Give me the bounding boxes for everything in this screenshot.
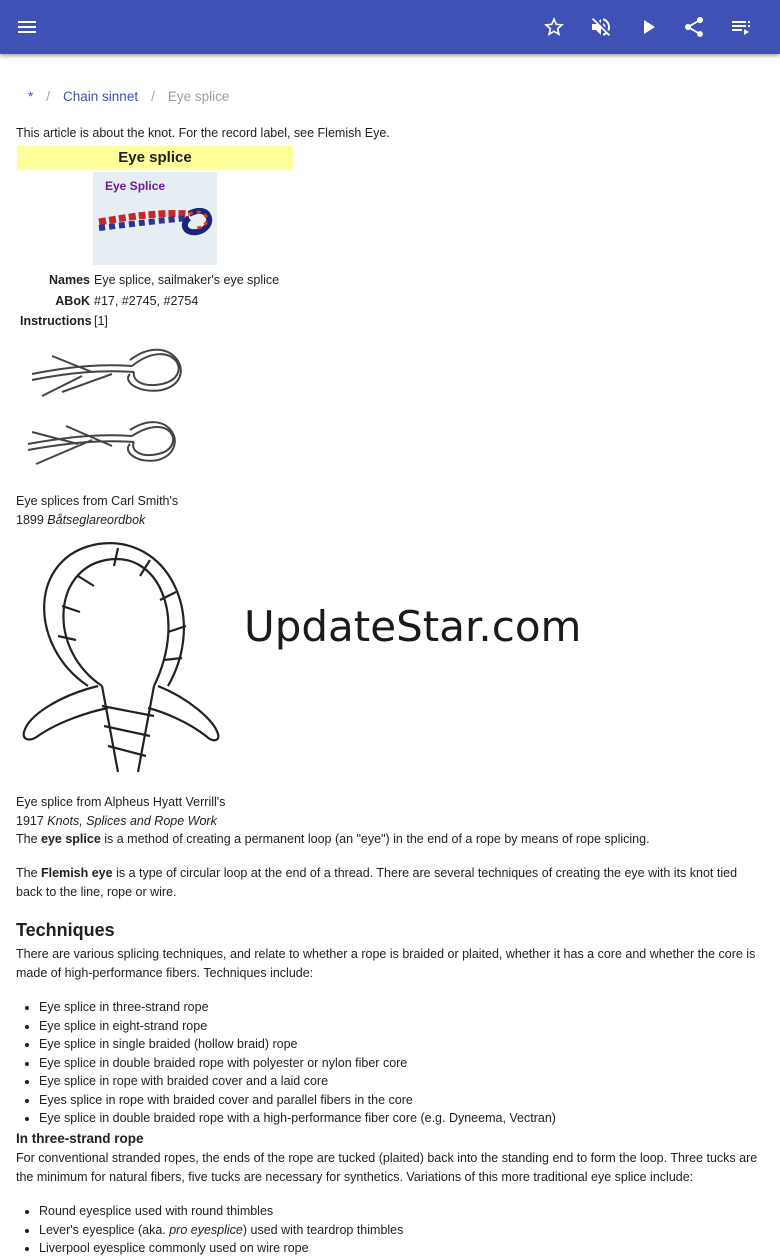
star-icon[interactable] (542, 15, 566, 39)
figure-caption-title: Knots, Splices and Rope Work (47, 814, 217, 828)
list-item: • Eyes splice in rope with braided cover and parallel fibers in the core (39, 1091, 556, 1110)
breadcrumb-parent[interactable]: Chain sinnet (63, 89, 139, 104)
section-heading-three-strand: In three-strand rope (16, 1131, 144, 1146)
breadcrumb-home[interactable]: * (28, 89, 34, 104)
techniques-list (16, 998, 556, 1128)
infobox-value: Eye splice, sailmaker's eye splice (94, 273, 280, 287)
figure-caption-year: 1917 (16, 814, 44, 828)
infobox-row-abok (16, 294, 316, 314)
hatnote: This article is about the knot. For the record label, see Flemish Eye. (16, 126, 390, 140)
text: ) used with teardrop thimbles (242, 1222, 404, 1237)
breadcrumb-current: Eye splice (167, 89, 230, 104)
figure-caption-line (16, 812, 225, 831)
text: The (16, 832, 42, 846)
three-strand-paragraph: For conventional stranded ropes, the ends of the rope are tucked (plaited) back into the standing end to form the loop. Three tucks are the minimum for natural fibers, five tucks are necessary for synthetics. Variations of this more traditional eye splice include: (16, 1151, 758, 1184)
watermark: UpdateStar.com (244, 602, 582, 651)
eye-splice-sketch-image[interactable] (22, 336, 187, 478)
infobox-label: Names (49, 273, 90, 287)
figure-caption-line: Eye splice from Alpheus Hyatt Verrill's (16, 795, 226, 809)
list-item: • Round eyesplice used with round thimbles (39, 1202, 403, 1221)
infobox-title: Eye splice (17, 146, 293, 170)
figure-caption (16, 492, 178, 530)
breadcrumb (28, 89, 229, 104)
list-item: • Eye splice in double braided rope with polyester or nylon fiber core (39, 1054, 556, 1073)
list-item: • Eye splice in single braided (hollow braid) rope (39, 1035, 556, 1054)
section-heading-techniques: Techniques (16, 920, 115, 940)
infobox-image-caption: Eye Splice (105, 179, 166, 193)
share-icon[interactable] (682, 15, 706, 39)
app-bar (0, 0, 780, 54)
figure-caption-line: Eye splices from Carl Smith's (16, 494, 179, 508)
infobox-row-instructions (16, 314, 316, 334)
bold-term: eye splice (41, 832, 101, 846)
text: is a method of creating a permanent loop (an "eye") in the end of a rope by means of rope splicing. (100, 832, 650, 846)
breadcrumb-separator: / (151, 89, 155, 104)
list-item: • Liverpool eyesplice commonly used on wire rope (39, 1239, 403, 1258)
breadcrumb-separator: / (46, 89, 51, 104)
text: is a type of circular loop at the end of a thread. There are several techniques of creating the eye with its knot tied back to the line, rope or wire. (16, 866, 738, 899)
menu-icon[interactable] (15, 15, 39, 39)
list-item (39, 1221, 403, 1240)
list-item: • Eye splice in three-strand rope (39, 998, 556, 1017)
figure-caption-line (16, 511, 178, 530)
eye-splice-drawing-image[interactable] (18, 536, 224, 776)
mute-icon[interactable] (589, 15, 613, 39)
play-icon[interactable] (636, 15, 660, 39)
three-strand-list (16, 1202, 403, 1258)
text: The (16, 866, 42, 880)
bold-term: Flemish eye (41, 866, 113, 880)
list-item: • Eye splice in rope with braided cover and a laid core (39, 1072, 556, 1091)
figure-caption-year: 1899 (16, 513, 44, 527)
infobox-label: Instructions (20, 314, 92, 328)
intro-paragraph (16, 830, 766, 849)
list-icon[interactable] (729, 15, 753, 39)
techniques-paragraph: There are various splicing techniques, and relate to whether a rope is braided or plaited, whether it has a core and whether the core is made of high-performance fibers. Techniques include: (16, 947, 756, 980)
list-item: • Eye splice in double braided rope with a high-performance fiber core (e.g. Dyneema, Vectran) (39, 1109, 556, 1128)
infobox-value[interactable]: [1] (94, 314, 108, 328)
infobox-value[interactable]: #17, #2745, #2754 (94, 294, 199, 308)
flemish-eye-paragraph (16, 864, 766, 902)
infobox-image[interactable] (93, 172, 217, 265)
text: Lever's eyesplice (aka. (39, 1222, 170, 1237)
figure-caption (16, 793, 225, 831)
list-item: • Eye splice in eight-strand rope (39, 1017, 556, 1036)
infobox-label: ABoK (55, 294, 90, 308)
italic-term: pro eyesplice (169, 1222, 243, 1237)
infobox-row-names (16, 273, 316, 293)
figure-caption-title: Båtseglareordbok (47, 513, 146, 527)
